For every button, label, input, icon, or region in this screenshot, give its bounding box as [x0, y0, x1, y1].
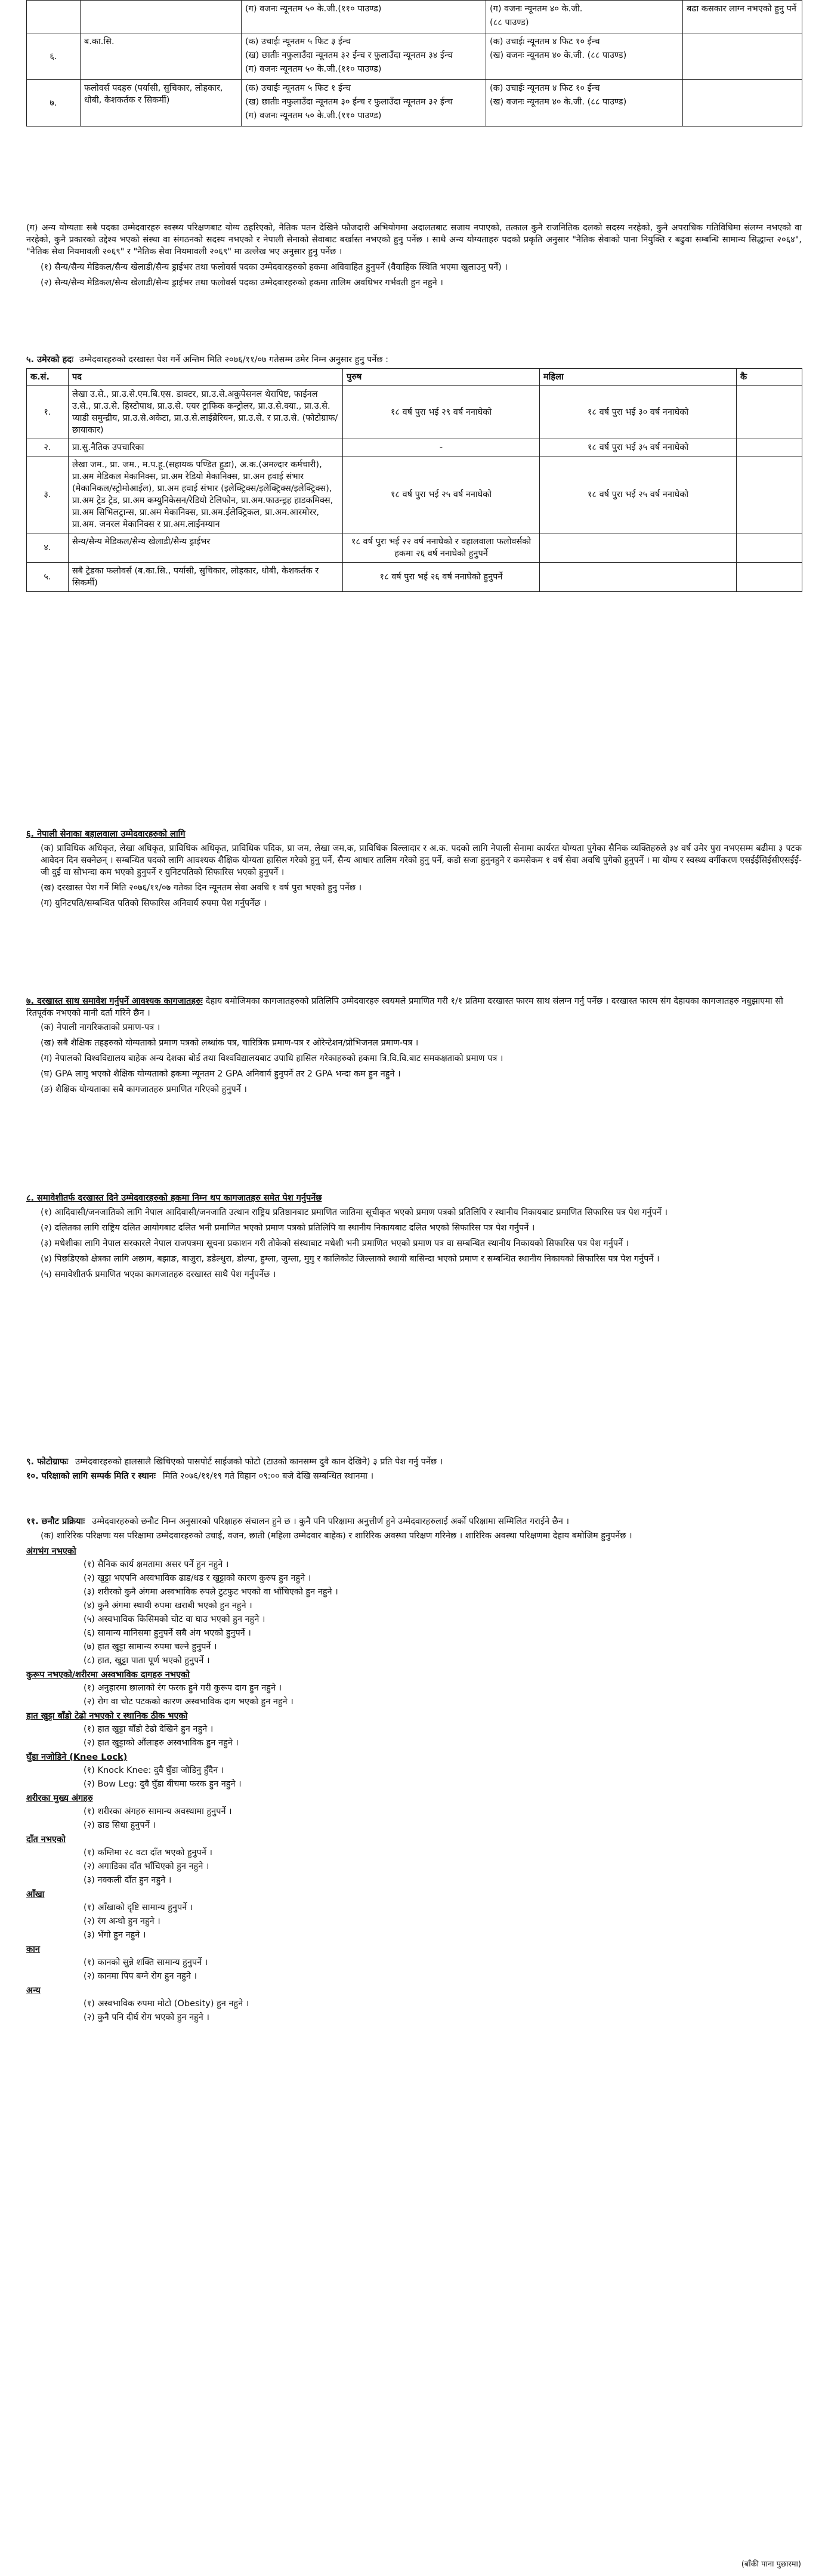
body-item: (५) अस्वभाविक किसिमको चोट वा घाउ भएको हुन नहुने ।	[84, 1615, 265, 1624]
age-row	[27, 563, 802, 592]
age-row	[27, 456, 802, 533]
exam-subitem: (२) अगाडिका दाँत भाँचिएको हुन नहुने ।	[84, 1862, 209, 1871]
section-required-documents	[26, 991, 802, 1099]
standard-line: (क) उचाईः न्यूनतम ५ फिट ३ ईन्च	[245, 37, 351, 47]
age-male: -	[343, 439, 540, 456]
document-item: (ग) नेपालको विश्वविद्यालय बाहेक अन्य देशका बोर्ड तथा विश्वविद्यालयबाट उपाधि हासिल गरेकाहरुको हकमा त्रि.वि.वि.बाट समकक्षताको प्रमाण पत्र ।	[41, 1054, 503, 1063]
age-post: सैन्य/सैन्य मेडिकल/सैन्य खेलाडी/सैन्य ड्राईभर	[69, 533, 343, 563]
age-post: लेखा जम., प्रा. जम., म.प.हू.(सहायक पण्डित हुडा), अ.क.(अमल्दार कर्मचारी), प्रा.अम मेडिकल मेकानिक्स, प्रा.अम रेडियो मेकानिक्स, प्रा.अम हवाई संभार (मेकानिकल/स्ट्रोमोआईल), प्रा.अम हवाई संभार (इलेक्ट्रिक्स/इलेक्ट्रिक्स/इलेक्ट्रिक्स), प्रा.अम ट्रेड ट्रेड, प्रा.अम कम्युनिकेसन/रेडियो टेलिफोन, प्रा.अम.फाउन्ड्रह हाडकमिक्स, प्रा.अम सिभिलट्रान्स, प्रा.अम मेकानिक्स, प्रा.अम.ईलेक्ट्रिकल, प्रा.अम.आरमोरर, प्रा.अम. जनरल मेकानिक्स र प्रा.अम.लाईनम्यान	[69, 456, 343, 533]
inclusive-item: (२) दलितका लागि राष्ट्रिय दलित आयोगबाट दलित भनी प्रमाणित भएको प्रमाण पत्रको प्रतिलिपि वा स्थानीय निकायबाट दलित भएको सिफारिस पत्र पेश गर्नुपर्ने ।	[41, 1223, 535, 1233]
age-serial: १.	[27, 386, 69, 439]
section-selection-process	[26, 1516, 802, 2025]
row-serial: ७.	[27, 80, 81, 127]
age-remarks	[737, 533, 802, 563]
exam-sublist	[84, 1806, 802, 1831]
exam-subitem: (१) Knock Knee: दुवै घुँडा जोडिनु हुँदैन ।	[84, 1766, 224, 1775]
standard-line: (ग) वजनः न्यूनतम ५० के.जी.(११० पाउण्ड)	[245, 64, 382, 74]
exam-subitem: (३) भेंगो हुन नहुने ।	[84, 1930, 146, 1940]
exam-sublist	[84, 1847, 802, 1886]
row-note	[683, 80, 802, 127]
standards-row	[27, 80, 802, 127]
age-serial: ४.	[27, 533, 69, 563]
required-documents-heading: ७. दरखास्त साथ समावेश गर्नुपर्ने आवश्यक कागजातहरुः	[26, 997, 203, 1006]
age-post: प्रा.सु.नैतिक उपचारिका	[69, 439, 343, 456]
section-other-qualifications	[26, 222, 802, 292]
section-inclusive-documents	[26, 1187, 802, 1284]
age-female: १८ वर्ष पुरा भई २५ वर्ष ननाघेको	[540, 456, 737, 533]
exam-subitem: (२) रोग वा चोट पटकको कारण अस्वभाविक दाग भएको हुन नहुने ।	[84, 1697, 293, 1707]
qualification-item: (१) सैन्य/सैन्य मेडिकल/सैन्य खेलाडी/सैन्य ड्राईभर तथा फलोवर्स पदका उम्मेदवारहरुको हकमा अविवाहित हुनुपर्ने (वैवाहिक स्थिति भएमा खुलाउनु पर्ने) ।	[41, 263, 508, 272]
exam-subitem: (२) Bow Leg: दुवै घुँडा बीचमा फरक हुन नहुने ।	[84, 1779, 242, 1789]
body-item: (१) सैनिक कार्य क्षमतामा असर पर्ने हुन नहुने ।	[84, 1560, 229, 1569]
standard-line: (ख) वजनः न्यूनतम ४० के.जी. (८८ पाउण्ड)	[490, 97, 627, 107]
exam-sublist	[84, 1682, 802, 1708]
inclusive-documents-heading: ८. समावेशीतर्फ दरखास्त दिने उम्मेदवारहरुको हकमा निम्न थप कागजातहरु समेत पेश गर्नुपर्नेछ	[26, 1193, 322, 1203]
exam-date-heading: १०. परिक्षाको लागि सम्पर्क मिति र स्थानः	[26, 1471, 156, 1481]
age-limit-intro: उम्मेदवारहरुको दरखास्त पेश गर्ने अन्तिम मिति २०७६/११/०७ गतेसम्म उमेर निम्न अनुसार हुनु पर्नेछ :	[79, 355, 389, 365]
body-item: (६) सामान्य मानिसमा हुनुपर्ने सबै अंग भएको हुनुपर्ने ।	[84, 1628, 251, 1638]
body-item: (७) हात खुट्टा सामान्य रुपमा चल्ने हुनुपर्ने ।	[84, 1642, 217, 1652]
row-serial	[27, 1, 81, 33]
standard-line: (क) उचाईः न्यूनतम ५ फिट १ ईन्च	[245, 84, 351, 93]
age-row	[27, 386, 802, 439]
exam-subitem: (३) नक्कली दाँत हुन नहुने ।	[84, 1875, 172, 1885]
section-age-limit	[26, 349, 802, 592]
serving-item: (ग) युनिटपति/सम्बन्धित पतिको सिफारिस अनिवार्य रुपमा पेश गर्नुपर्नेछ ।	[41, 899, 267, 908]
document-item: (ङ) शैक्षिक योग्यताका सबै कागजातहरु प्रमाणित गरिएको हुनुपर्ने ।	[41, 1085, 247, 1094]
standard-line: (क) उचाईः न्यूनतम ४ फिट १० ईन्च	[490, 37, 600, 47]
standard-line: (क) उचाईः न्यूनतम ४ फिट १० ईन्च	[490, 84, 600, 93]
age-col-header: क.सं.	[27, 369, 69, 386]
standard-line: (८८ पाउण्ड)	[490, 18, 529, 27]
age-serial: ५.	[27, 563, 69, 592]
qualification-item: (२) सैन्य/सैन्य मेडिकल/सैन्य खेलाडी/सैन्य ड्राईभर तथा फलोवर्स पदका उम्मेदवारहरुको हकमा तालिम अवधिभर गर्भवती हुन नहुने ।	[41, 278, 443, 288]
standard-line: (ग) वजनः न्यूनतम ५० के.जी.(११० पाउण्ड)	[245, 4, 382, 14]
row-female-standards	[486, 1, 683, 33]
standards-table	[26, 0, 802, 127]
age-male: १८ वर्ष पुरा भई २२ वर्ष ननाघेको र वहालवाला फलोवर्सको हकमा २६ वर्ष ननाघेको हुनुपर्ने	[343, 533, 540, 563]
required-documents-intro: देहाय बमोजिमका कागजातहरुको प्रतिलिपि उम्मेदवारहरु स्वयमले प्रमाणित गरी १/१ प्रतिमा दरखास्त फारम साथ संलग्न गर्नु पर्नेछ । दरखास्त फारम संग देहायका कागजातहरु नबुझाएमा सो रितपूर्वक नभएको मानी दर्ता गरिने छैन ।	[26, 997, 783, 1018]
row-female-standards	[486, 33, 683, 80]
exam-sublist	[84, 1902, 802, 1941]
body-item: (३) शरीरको कुनै अंगमा अस्वभाविक रुपले टुटफुट भएको वा भाँचिएको हुन नहुने ।	[84, 1587, 338, 1597]
footer-note: (बाँकी पाना पुछारमा)	[741, 2560, 801, 2569]
age-row	[27, 533, 802, 563]
age-female: १८ वर्ष पुरा भई ३५ वर्ष ननाघेको	[540, 439, 737, 456]
age-male: १८ वर्ष पुरा भई २९ वर्ष ननाघेको	[343, 386, 540, 439]
age-female: १८ वर्ष पुरा भई ३० वर्ष ननाघेको	[540, 386, 737, 439]
exam-sublist	[84, 1764, 802, 1790]
exam-subitem: (१) अस्वभाविक रुपमा मोटो (Obesity) हुन नहुने ।	[84, 1999, 249, 2009]
document-item: (क) नेपाली नागरिकताको प्रमाण-पत्र ।	[41, 1023, 160, 1032]
exam-sublist	[84, 1957, 802, 1982]
exam-sublist	[84, 1723, 802, 1749]
exam-subitem: (१) आँखाको दृष्टि सामान्य हुनुपर्ने ।	[84, 1903, 193, 1912]
exam-subheading: हात खुट्टा बाँडो टेढो नभएको र स्थानिक ठीक भएको	[26, 1711, 188, 1721]
exam-subitem: (२) ढाड सिधा हुनुपर्ने ।	[84, 1821, 156, 1830]
row-male-standards	[242, 1, 486, 33]
selection-heading: ११. छनौट प्रक्रियाः	[26, 1517, 85, 1526]
body-item: (८) हात, खुट्टा पाता पूर्ण भएको हुनुपर्ने ।	[84, 1656, 210, 1665]
physical-exam-text: (क) शारिरिक परिक्षणः यस परिक्षामा उम्मेदवारहरुको उचाई, वजन, छाती (महिला उम्मेदवार बाहेक) र शारिरिक अवस्था परिक्षण गरिनेछ । शारिरिक अवस्था परिक्षणमा देहाय बमोजिम हुनुपर्नेछ ।	[41, 1531, 632, 1541]
selection-text: उम्मेदवारहरुको छनौट निम्न अनुसारको परिक्षाहरु संचालन हुने छ । कुनै पनि परिक्षामा अनुत्तीर्ण हुने उम्मेदवारहरुलाई अर्को परिक्षामा सम्मिलित गराईने छैन ।	[92, 1517, 569, 1526]
exam-subheading: कुरूप नभएको/शरीरमा अस्वभाविक दागहरु नभएको	[26, 1670, 190, 1680]
standards-row	[27, 1, 802, 33]
other-qualifications-text: (ग) अन्य योग्यताः सबै पदका उम्मेदवारहरु स्वस्थ्य परिक्षणबाट योग्य ठहरिएको, नैतिक पतन देखिने फौजदारी अभियोगमा अदालतबाट सजाय नपाएको, तत्काल कुनै राजनितिक दलको सदस्य नरहेको, कुनै अपराधिक गतिविधिमा संलग्न नभएको वा नरहेको, कुनै प्रकारको उद्देश्य भएको संस्था वा संगठनको सदस्य नभएको र नेपाली सेनाको सेवाबाट बर्खास्त नभएको हुनु पर्नेछ । साथै अन्य योग्यताहरु पदको प्रकृति अनुसार "नैतिक सेवाको पाना नियुक्ति र बढुवा सम्बन्धि सामान्य सिद्धान्त २०६४", "नैतिक सेवा नियमावली २०६९" र "नैतिक सेवा नियमावली २०६९" मा उल्लेख भए अनुसार हुनु पर्नेछ ।	[26, 223, 802, 257]
age-male: १८ वर्ष पुरा भई २५ वर्ष ननाघेको	[343, 456, 540, 533]
row-female-standards	[486, 80, 683, 127]
exam-subheading: दाँत नभएको	[26, 1835, 66, 1844]
body-heading: अंगभंग नभएको	[26, 1547, 76, 1556]
exam-subheading: कान	[26, 1945, 40, 1954]
standard-line: (ख) छातीः नफुलाउँदा न्यूनतम ३२ ईन्च र फुलाउँदा न्यूनतम ३४ ईन्च	[245, 51, 453, 60]
body-item: (२) खुट्टा भएपनि अस्वभाविक ढाड/धड र खुट्टाको कारण कुरुप हुन नहुने ।	[84, 1574, 311, 1583]
age-row	[27, 439, 802, 456]
exam-date-text: मिति २०७६/११/१९ गते विहान ०९:०० बजे देखि सम्बन्धित स्थानमा ।	[162, 1471, 374, 1481]
row-post: फलोवर्स पदहरु (पर्यासी, सुचिकार, लोहकार, धोबी, केशकर्तक र सिकर्मी)	[81, 80, 242, 127]
row-male-standards	[242, 80, 486, 127]
serving-candidates-heading: ६. नेपाली सेनाका बहालवाला उम्मेदवारहरुको लागि	[26, 829, 186, 839]
inclusive-item: (१) आदिवासी/जनजातिको लागि नेपाल आदिवासी/जनजाति उत्थान राष्ट्रिय प्रतिष्ठानबाट प्रमाणित जातिमा सूचीकृत भएको प्रमाण पत्रको प्रतिलिपि र स्थानीय निकायबाट प्रमाणित सिफारिस पत्र पेश गर्नुपर्ने ।	[41, 1208, 668, 1217]
age-remarks	[737, 456, 802, 533]
section-serving-candidates	[26, 823, 802, 913]
age-male: १८ वर्ष पुरा भई २६ वर्ष ननाघेको हुनुपर्ने	[343, 563, 540, 592]
exam-subitem: (१) कम्तिमा २८ वटा दाँत भएको हुनुपर्ने ।	[84, 1848, 212, 1858]
inclusive-item: (५) समावेशीतर्फ प्रमाणित भएका कागजातहरु दरखास्त साथै पेश गर्नुपर्नेछ ।	[41, 1270, 276, 1279]
standard-line: (ख) छातीः नफुलाउँदा न्यूनतम ३० ईन्च र फुलाउँदा न्यूनतम ३२ ईन्च	[245, 97, 453, 107]
age-limit-heading: ५. उमेरको हदः	[26, 355, 73, 365]
serving-item: (क) प्राविधिक अधिकृत, लेखा अधिकृत, प्राविधिक अधिकृत, प्राविधिक पदिक, प्रा जम, लेखा जम,क, प्राविधिक बिल्लादार र अ.क. पदको लागि नेपाली सेनामा कार्यरत योग्यता पुगेका सैनिक व्यक्तिहरुले ३४ वर्ष उमेर पुरा नभएसम्म बढीमा ३ पटक आवेदन दिन सक्नेछन् । सम्बन्धित पदको लागि आवश्यक शैक्षिक योग्यता हासिल गरेको हुनु पर्ने, सैन्य आधार तालिम गरेको हुनु पर्ने, कडो सजा हुनुनहुने र कमसेकम १ वर्ष सेवा अवधि पुगेको हुनुपर्ने । मा योग्य र स्वस्थ्य वर्गीकरण एसईईसिईसीएसईई-जी दुई वा सोभन्दा कम भएको हुनुपर्ने र युनिटपतिको सिफारिस भएको हुनुपर्ने ।	[41, 844, 802, 877]
inclusive-item: (४) पिछडिएको क्षेत्रका लागि अछाम, बझाङ, बाजुरा, डडेल्धुरा, डोल्पा, हुम्ला, जुम्ला, मुगु र कालिकोट जिल्लाको स्थायी बासिन्दा भएको प्रमाण र सम्बन्धित स्थानीय निकायको सिफारिस पत्र पेश गर्नुपर्ने ।	[41, 1254, 660, 1264]
document-item: (ख) सबै शैक्षिक तहहरुको योग्यताको प्रमाण पत्रको लब्धांक पत्र, चारित्रिक प्रमाण-पत्र र ओरेन्टेशन/प्रोभिजनल प्रमाण-पत्र ।	[41, 1038, 419, 1048]
exam-subitem: (२) कुनै पनि दीर्घ रोग भएको हुन नहुने ।	[84, 2013, 209, 2022]
physical-standards-table	[26, 0, 802, 127]
exam-subheading: आँखा	[26, 1890, 45, 1899]
photo-text: उम्मेदवारहरुको हालसालै खिचिएको पासपोर्ट साईजको फोटो (टाउको कानसम्म दुवै कान देखिने) ३ प्रति पेश गर्नु पर्नेछ ।	[75, 1457, 443, 1467]
age-female	[540, 533, 737, 563]
exam-subheading: शरीरका मुख्य अंगहरु	[26, 1794, 93, 1803]
section-photo	[26, 1456, 802, 1485]
exam-sublist	[84, 1998, 802, 2023]
age-serial: २.	[27, 439, 69, 456]
age-col-header: कै	[737, 369, 802, 386]
photo-heading: ९. फोटोग्राफः	[26, 1457, 69, 1467]
age-limit-table	[26, 368, 802, 592]
standard-line: (ग) वजनः न्यूनतम ४० के.जी.	[490, 4, 583, 14]
row-serial: ६.	[27, 33, 81, 80]
row-post	[81, 1, 242, 33]
age-col-header: पद	[69, 369, 343, 386]
row-male-standards	[242, 33, 486, 80]
body-item: (४) कुनै अंगमा स्थायी रुपमा खराबी भएको हुन नहुने ।	[84, 1601, 252, 1611]
standard-line: (ग) वजनः न्यूनतम ५० के.जी.(११० पाउण्ड)	[245, 111, 382, 121]
age-remarks	[737, 386, 802, 439]
age-female	[540, 563, 737, 592]
age-remarks	[737, 439, 802, 456]
age-post: लेखा उ.से., प्रा.उ.से.एम.बि.एस. डाक्टर, प्रा.उ.से.अकुपेसनल थेरापिष्ट, फाईनल उ.से., प्रा.उ.से. हिस्टोपाथ, प्रा.उ.से. एयर ट्राफिक कन्ट्रोलर, प्रा.उ.से.क्या., प्रा.उ.से. प्याडी समुन्द्रीय, प्रा.उ.से.अकेटा, प्रा.उ.से.लाईब्रेरियन, प्रा.उ.से. र प्रा.उ.से. (फोटोग्राफ/छायाकार)	[69, 386, 343, 439]
row-note: बढा कसकार लाग्न नभएको हुनु पर्ने	[683, 1, 802, 33]
exam-subheading: अन्य	[26, 1986, 41, 1995]
age-serial: ३.	[27, 456, 69, 533]
serving-item: (ख) दरखास्त पेश गर्ने मिति २०७६/११/०७ गतेका दिन न्यूनतम सेवा अवधि १ वर्ष पुरा भएको हुनु पर्नेछ ।	[41, 883, 362, 893]
exam-subitem: (२) हात खुट्टाको औंलाहरु अस्वभाविक हुन नहुने ।	[84, 1738, 239, 1748]
standard-line: (ख) वजनः न्यूनतम ४० के.जी. (८८ पाउण्ड)	[490, 51, 627, 60]
age-post: सबै ट्रेडका फलोवर्स (ब.का.सि., पर्यासी, सुचिकार, लोहकार, धोबी, केशकर्तक र सिकर्मी)	[69, 563, 343, 592]
document-item: (घ) GPA लागु भएको शैक्षिक योग्यताको हकमा न्यूनतम 2 GPA अनिवार्य हुनुपर्ने तर 2 GPA भन्दा कम हुन नहुने ।	[41, 1069, 401, 1079]
row-note	[683, 33, 802, 80]
exam-subitem: (१) कानको सुन्ने शक्ति सामान्य हुनुपर्ने ।	[84, 1958, 208, 1967]
exam-subitem: (१) हात खुट्टा बाँडो टेढो देखिने हुन नहुने ।	[84, 1724, 214, 1734]
exam-subitem: (१) अनुहारमा छालाको रंग फरक हुने गरी कुरूप दाग हुन नहुने ।	[84, 1683, 282, 1693]
exam-subheading: घुँडा नजोडिने (Knee Lock)	[26, 1753, 128, 1762]
exam-subitem: (२) रंग अन्धो हुन नहुने ।	[84, 1917, 160, 1926]
age-remarks	[737, 563, 802, 592]
exam-subitem: (१) शरीरका अंगहरु सामान्य अवस्थामा हुनुपर्ने ।	[84, 1807, 232, 1816]
row-post: ब.का.सि.	[81, 33, 242, 80]
standards-row	[27, 33, 802, 80]
exam-subitem: (२) कानमा पिप बग्ने रोग हुन नहुने ।	[84, 1972, 197, 1981]
inclusive-item: (३) मधेशीका लागि नेपाल सरकारले नेपाल राजपत्रमा सूचना प्रकाशन गरी तोकेको संस्थाबाट मधेशी भनी प्रमाणित भएको प्रमाण पत्र वा सम्बन्धित स्थानीय निकायको सिफारिस पत्र पेश गर्नुपर्ने ।	[41, 1239, 629, 1248]
age-col-header: पुरुष	[343, 369, 540, 386]
age-col-header: महिला	[540, 369, 737, 386]
